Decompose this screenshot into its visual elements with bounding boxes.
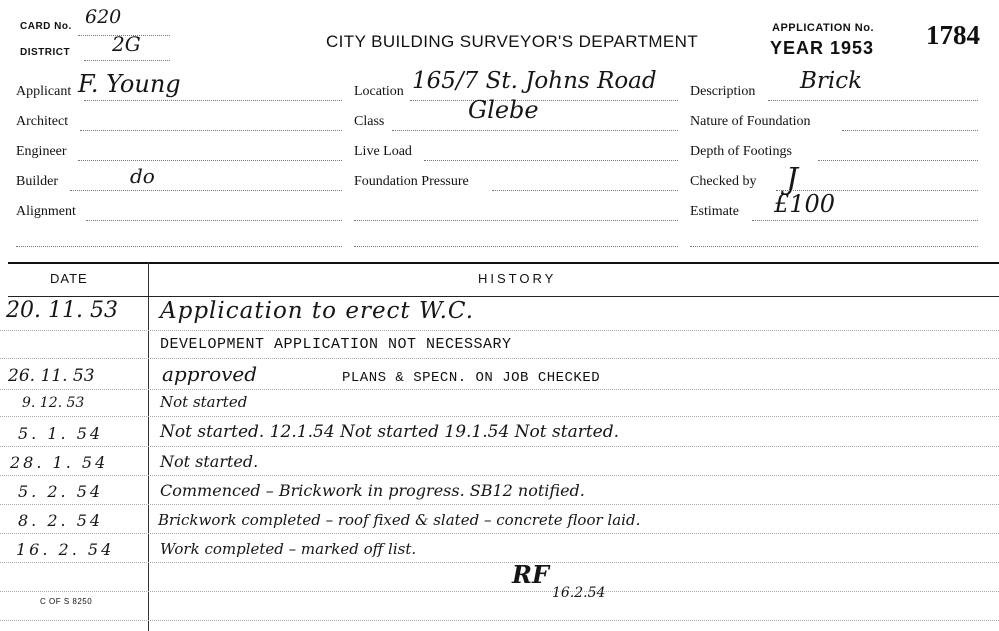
history-rule xyxy=(0,416,999,417)
history-top-rule xyxy=(8,262,999,264)
right-extra-line xyxy=(690,246,978,247)
estimate-value: £100 xyxy=(774,190,836,218)
estimate-label: Estimate xyxy=(690,204,739,219)
checked-by-label: Checked by xyxy=(690,174,757,189)
description-label: Description xyxy=(690,84,756,99)
middle-extra-line-2 xyxy=(354,246,678,247)
history-rule xyxy=(0,358,999,359)
card-no-value: 620 xyxy=(85,6,122,28)
history-text: Not started. 12.1.54 Not started 19.1.54 Not started. xyxy=(160,422,620,442)
architect-line xyxy=(80,130,342,131)
architect-label: Architect xyxy=(16,114,69,129)
form-code: C OF S 8250 xyxy=(40,597,93,606)
history-date: 5. 2. 54 xyxy=(18,482,104,501)
nature-of-foundation-label: Nature of Foundation xyxy=(690,114,811,129)
live-load-label: Live Load xyxy=(354,144,412,159)
inspector-signature: RF xyxy=(512,560,549,589)
history-text: Not started. xyxy=(160,452,259,471)
history-date: 16. 2. 54 xyxy=(16,540,115,559)
history-typed-text: DEVELOPMENT APPLICATION NOT NECESSARY xyxy=(160,336,512,353)
class-line xyxy=(392,130,678,131)
signature-date: 16.2.54 xyxy=(552,585,606,601)
location-label: Location xyxy=(354,84,404,99)
alignment-line xyxy=(86,220,342,221)
history-rule xyxy=(0,475,999,476)
builder-label: Builder xyxy=(16,174,58,189)
history-rule xyxy=(0,620,999,621)
history-rule xyxy=(0,562,999,563)
history-date: 8. 2. 54 xyxy=(18,511,104,530)
district-value: 2G xyxy=(112,32,141,56)
middle-extra-line-1 xyxy=(354,220,678,221)
alignment-extra-line xyxy=(16,246,342,247)
history-date: 26. 11. 53 xyxy=(8,366,95,386)
alignment-label: Alignment xyxy=(16,204,76,219)
history-text: Not started xyxy=(160,393,248,411)
year-label: YEAR 1953 xyxy=(770,38,875,58)
depth-of-footings-label: Depth of Footings xyxy=(690,144,792,159)
history-text: approved xyxy=(162,362,258,386)
foundation-pressure-line xyxy=(492,190,678,191)
class-value: Glebe xyxy=(468,96,539,124)
depth-of-footings-line xyxy=(818,160,978,161)
card-no-label: CARD No. xyxy=(20,21,72,32)
history-text: Brickwork completed – roof fixed & slated – concrete floor laid. xyxy=(158,511,641,529)
builder-line xyxy=(70,190,342,191)
nature-of-foundation-line xyxy=(842,130,978,131)
date-header: DATE xyxy=(50,271,88,286)
class-label: Class xyxy=(354,114,385,129)
checked-by-value: J xyxy=(786,162,799,197)
applicant-value: F. Young xyxy=(78,70,181,98)
engineer-line xyxy=(78,160,342,161)
description-line xyxy=(768,100,978,101)
history-date: 28. 1. 54 xyxy=(10,453,109,472)
history-header: HISTORY xyxy=(478,271,557,286)
applicant-line xyxy=(84,100,342,101)
estimate-line xyxy=(752,220,978,221)
application-no-label: APPLICATION No. xyxy=(772,22,875,34)
history-text: Commenced – Brickwork in progress. SB12 notified. xyxy=(160,481,585,500)
history-rule xyxy=(0,446,999,447)
history-header-rule xyxy=(8,296,999,297)
history-text: Application to erect W.C. xyxy=(160,298,475,324)
history-rule xyxy=(0,533,999,534)
application-no-value: 1784 xyxy=(926,20,980,50)
history-rule xyxy=(0,591,999,592)
description-value: Brick xyxy=(800,68,863,94)
history-date: 9. 12. 53 xyxy=(22,395,85,411)
location-line xyxy=(410,100,678,101)
history-rule xyxy=(0,330,999,331)
applicant-label: Applicant xyxy=(16,84,72,99)
department-title: CITY BUILDING SURVEYOR'S DEPARTMENT xyxy=(326,32,699,51)
location-value: 165/7 St. Johns Road xyxy=(412,68,657,94)
foundation-pressure-label: Foundation Pressure xyxy=(354,174,469,189)
history-date: 20. 11. 53 xyxy=(6,298,118,323)
engineer-label: Engineer xyxy=(16,144,67,159)
history-date: 5. 1. 54 xyxy=(18,424,104,443)
history-text: Work completed – marked off list. xyxy=(160,540,417,558)
history-stamp: PLANS & SPECN. ON JOB CHECKED xyxy=(342,370,601,386)
live-load-line xyxy=(424,160,678,161)
district-label: DISTRICT xyxy=(20,47,71,58)
district-line xyxy=(84,60,170,61)
builder-value: do xyxy=(130,164,155,188)
history-rule xyxy=(0,504,999,505)
history-rule xyxy=(0,389,999,390)
